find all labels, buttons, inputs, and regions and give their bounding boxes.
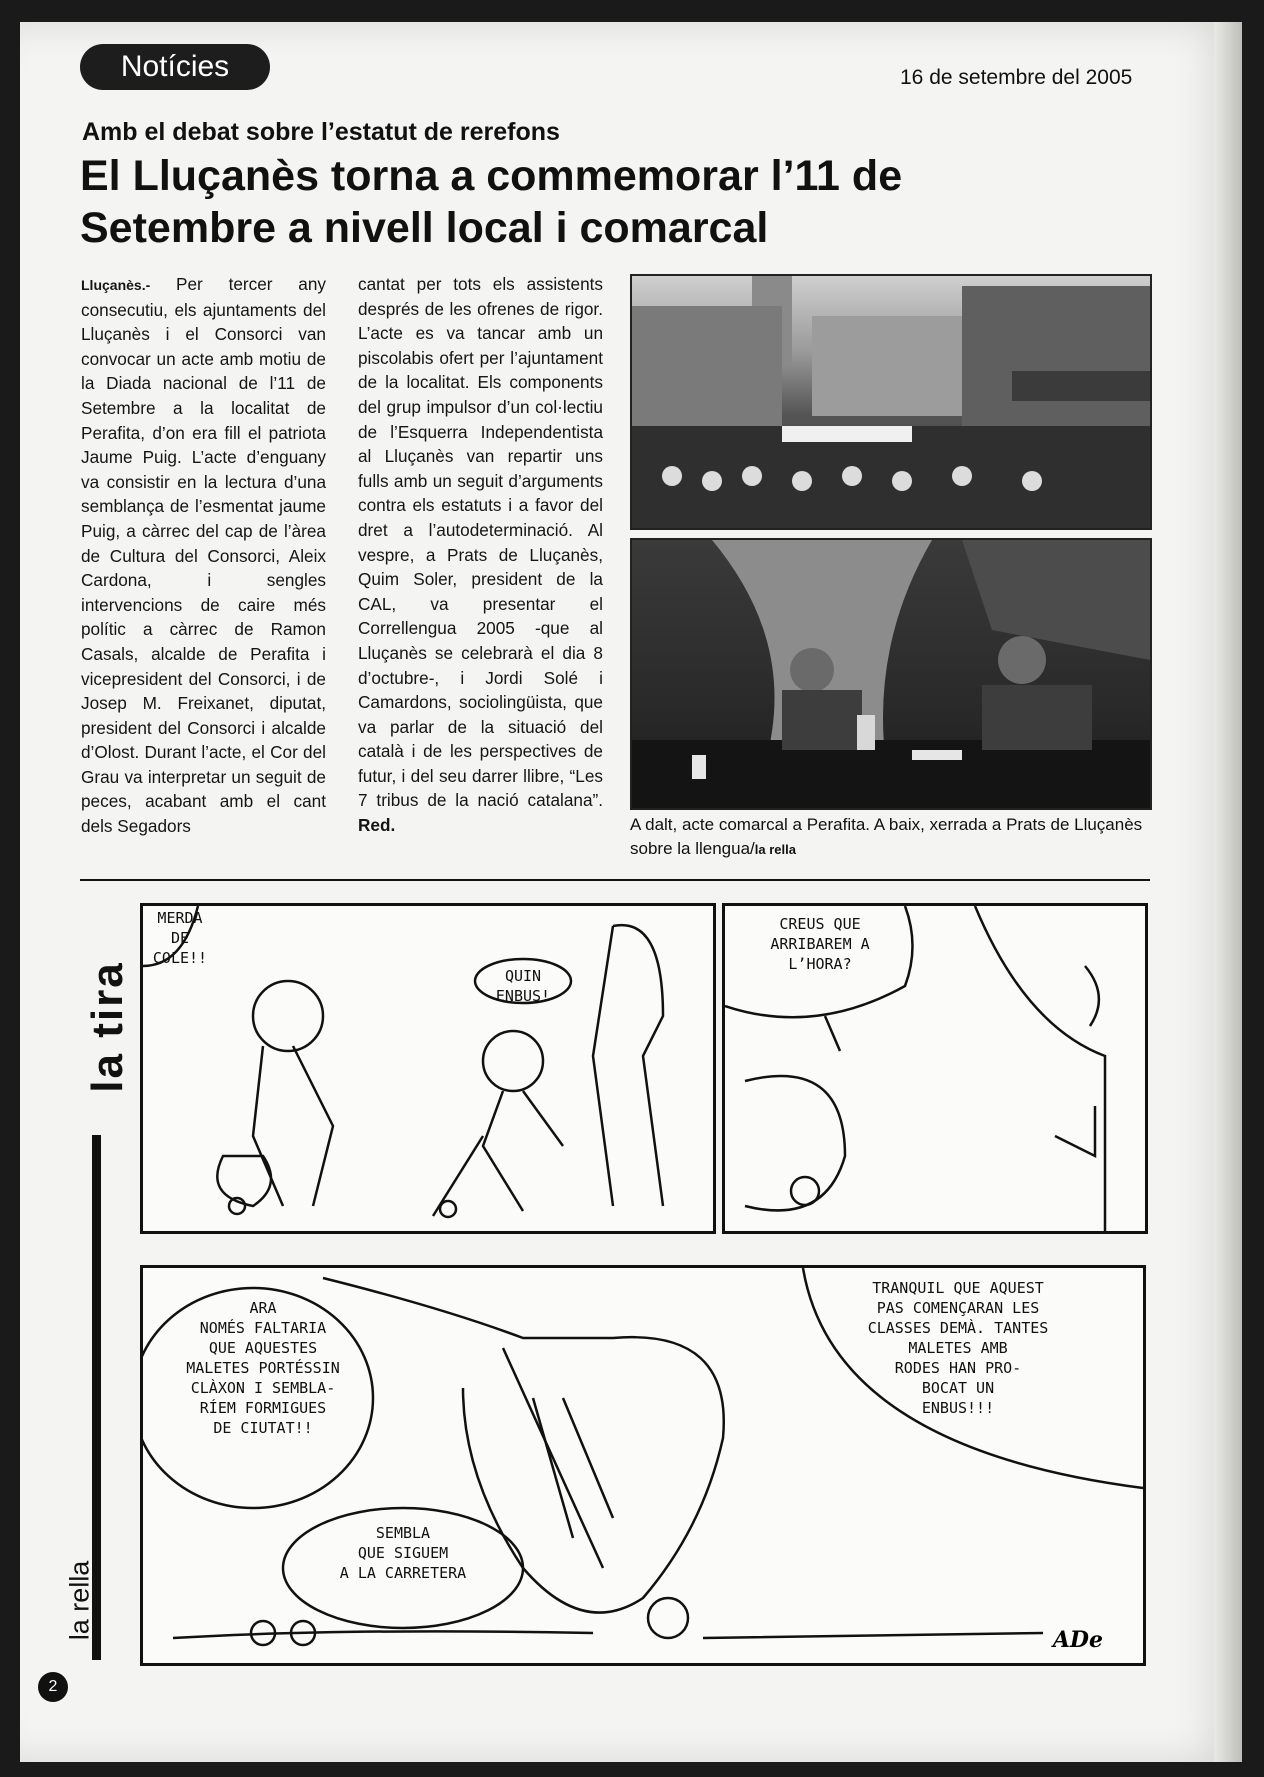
article-signature: Red. <box>358 815 396 836</box>
comic-p2-speech-1: CREUS QUE ARRIBAREM A L’HORA? <box>770 915 870 973</box>
comic-label-text: la tira <box>83 961 132 1093</box>
photo-perafita-act <box>630 274 1152 530</box>
article-kicker: Amb el debat sobre l’estatut de rerefons <box>82 118 560 146</box>
comic-panel-1-drawing <box>143 906 713 1231</box>
comic-p3-speech-1: ARA NOMÉS FALTARIA QUE AQUESTES MALETES PORTÉSSIN CLÀXON I SEMBLA- RÍEM FORMIGUES DE CIUTAT!! <box>186 1299 340 1437</box>
comic-panel-2 <box>722 903 1148 1234</box>
issue-date: 16 de setembre del 2005 <box>900 66 1133 89</box>
article-column-1-text: Per tercer any consecutiu, els ajuntaments del Lluçanès i el Consorci van convocar un acte amb motiu de la Diada nacional de l’11 de Setembre a la localitat de Perafita, d’on era fill el patriota Jaume Puig. L’acte d’enguany va consistir en la lectura d’una semblança de l’esmentat jaume Puig, a càrrec del cap de l’àrea de Cultura del Consorci, Aleix Cardona, i sengles intervencions de caire més polític a càrrec de Ramon Casals, alcalde de Perafita i vicepresident del Consorci, i de Josep M. Freixanet, diputat, president del Consorci i alcalde d’Olost. Durant l’acte, el Cor del Grau va interpretar un seguit de peces, acabant amb el cant dels Segadors <box>81 274 326 837</box>
comic-p1-speech-2: QUIN ENBUS! <box>495 967 551 1005</box>
photo-caption-credit: la rella <box>754 842 796 857</box>
photo-caption-text: A dalt, acte comarcal a Perafita. A baix, xerrada a Prats de Lluçanès sobre la llengua/ <box>630 815 1143 858</box>
section-label: Notícies <box>80 44 270 90</box>
page-number: 2 <box>38 1672 68 1702</box>
comic-p3-speech-2: SEMBLA QUE SIGUEM A LA CARRETERA <box>339 1524 467 1582</box>
photo-perafita-illustration <box>632 276 1150 528</box>
article-headline: El Lluçanès torna a commemorar l’11 de Setembre a nivell local i comarcal <box>80 152 903 252</box>
article-column-2 <box>358 272 603 838</box>
page-spine <box>1214 22 1242 1762</box>
photo-prats-illustration <box>632 540 1150 808</box>
publication-name: la rella <box>64 1560 95 1641</box>
section-divider <box>80 879 1150 881</box>
comic-panel-1 <box>140 903 716 1234</box>
photo-caption <box>630 813 1150 862</box>
comic-p3-speech-3: TRANQUIL QUE AQUEST PAS COMENÇARAN LES CLASSES DEMÀ. TANTES MALETES AMB RODES HAN PRO- BOCAT UN ENBUS!!! <box>867 1279 1049 1417</box>
article-place: Lluçanès.- <box>81 277 151 293</box>
comic-panel-3 <box>140 1265 1146 1666</box>
article-column-1 <box>81 272 326 839</box>
comic-label <box>83 900 132 1160</box>
comic-signature: ADe <box>1052 1627 1103 1653</box>
comic-p1-speech-1: MERDA DE COLE!! <box>152 909 208 967</box>
article-column-2-text: cantat per tots els assistents després de les ofrenes de rigor. L’acte es va tancar amb un piscolabis ofert per l’ajuntament de la localitat. Els components del grup impulsor d’un col·lectiu de l’Esquerra Independentista al Lluçanès van repartir uns fulls amb un seguit d’arguments contra els estatuts i a favor del dret a l’autodeterminació. Al vespre, a Prats de Lluçanès, Quim Soler, president de la CAL, va presentar el Correllengua 2005 -que al Lluçanès se celebrarà el dia 8 d’octubre-, i Jordi Solé i Camardons, sociolingüista, que va parlar de la situació del català i de les perspectives de futur, i del seu darrer llibre, “Les 7 tribus de la nació catalana”. <box>358 274 603 811</box>
photo-prats-talk <box>630 538 1152 810</box>
